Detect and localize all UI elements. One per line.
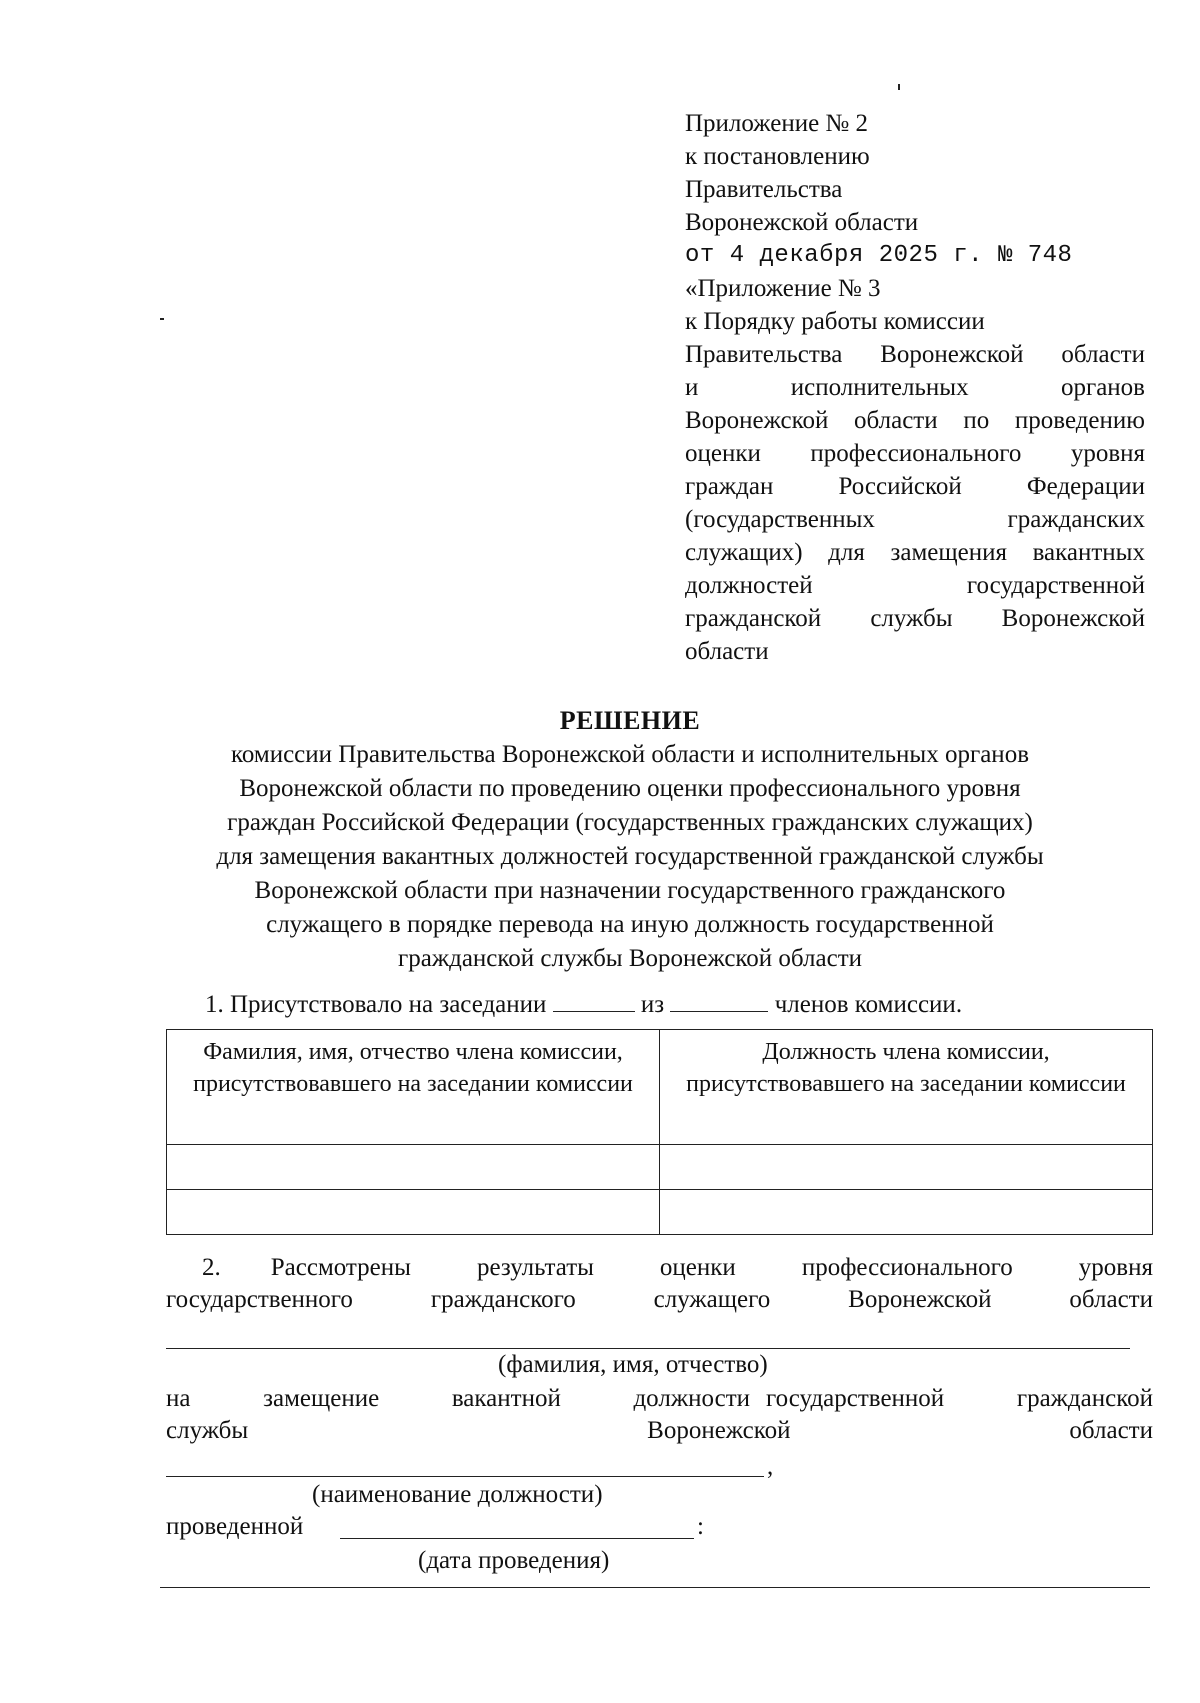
header-justified-line: Воронежской области по проведению <box>685 407 1145 434</box>
attended-count-blank[interactable] <box>553 987 635 1012</box>
held-label: проведенной <box>166 1513 304 1540</box>
page-title: РЕШЕНИЕ <box>559 706 701 735</box>
header-line: Приложение № 2 <box>685 110 869 137</box>
date-caption: (дата проведения) <box>418 1547 610 1574</box>
header-justified-line: оценки профессионального уровня <box>685 440 1145 467</box>
header-justified-line: (государственных гражданских <box>685 506 1145 533</box>
title-line: служащего в порядке перевода на иную должность государственной <box>266 911 994 938</box>
title-line: граждан Российской Федерации (государственных гражданских служащих) <box>227 809 1033 836</box>
members-table <box>166 1029 1153 1235</box>
decision-title <box>180 706 1080 978</box>
scan-speck <box>160 318 164 320</box>
scan-speck <box>898 84 900 90</box>
header-line: «Приложение № 3 <box>685 275 881 302</box>
colon: : <box>697 1513 704 1540</box>
header-justified-line: и исполнительных органов <box>685 374 1145 401</box>
table-row <box>167 1190 1153 1235</box>
item2-line2: государственного гражданского служащего Воронежской области <box>166 1286 1153 1313</box>
header-justified-line: служащих) для замещения вакантных <box>685 539 1145 566</box>
fio-caption: (фамилия, имя, отчество) <box>498 1351 768 1378</box>
header-line: Правительства <box>685 176 843 203</box>
date-blank-line[interactable] <box>340 1538 694 1539</box>
position-caption: (наименование должности) <box>312 1481 603 1508</box>
appendix-header <box>685 109 1145 670</box>
total-members-blank[interactable] <box>670 987 768 1012</box>
item2-line4: службы Воронежской области <box>166 1417 1153 1444</box>
bottom-blank-line[interactable] <box>160 1587 1150 1588</box>
item2-line3: на замещение вакантной должности государственной гражданской <box>166 1385 1153 1412</box>
title-line: для замещения вакантных должностей государственной гражданской службы <box>216 843 1044 870</box>
header-line: Воронежской области <box>685 209 919 236</box>
header-justified-line: Правительства Воронежской области <box>685 341 1145 368</box>
title-line: Воронежской области при назначении государственного гражданского <box>254 877 1006 904</box>
item2-line1: 2. Рассмотрены результаты оценки профессионального уровня <box>202 1254 1153 1281</box>
header-line: к постановлению <box>685 143 870 170</box>
table-header-row <box>167 1030 1153 1145</box>
table-cell-fio[interactable] <box>167 1190 660 1235</box>
table-cell-fio[interactable] <box>167 1145 660 1190</box>
table-row <box>167 1145 1153 1190</box>
decree-date-number: от 4 декабря 2025 г. № 748 <box>685 242 1073 269</box>
comma: , <box>767 1453 774 1480</box>
table-cell-position[interactable] <box>660 1145 1153 1190</box>
header-line: к Порядку работы комиссии <box>685 308 985 335</box>
title-line: комиссии Правительства Воронежской области и исполнительных органов <box>230 741 1029 768</box>
attendance-line: 1. Присутствовало на заседании из членов комиссии. <box>205 987 962 1020</box>
position-blank-line[interactable] <box>166 1476 764 1477</box>
header-line: области <box>685 638 769 665</box>
header-justified-line: граждан Российской Федерации <box>685 473 1145 500</box>
title-line: Воронежской области по проведению оценки профессионального уровня <box>239 775 1021 802</box>
fio-blank-line[interactable] <box>166 1348 1130 1349</box>
table-cell-position[interactable] <box>660 1190 1153 1235</box>
header-justified-line: должностей государственной <box>685 572 1145 599</box>
column-header-position: Должность члена комиссии, присутствовавшего на заседании комиссии <box>660 1030 1153 1145</box>
column-header-fio: Фамилия, имя, отчество члена комиссии, присутствовавшего на заседании комиссии <box>167 1030 660 1145</box>
title-line: гражданской службы Воронежской области <box>397 945 862 972</box>
header-justified-line: гражданской службы Воронежской <box>685 605 1145 632</box>
